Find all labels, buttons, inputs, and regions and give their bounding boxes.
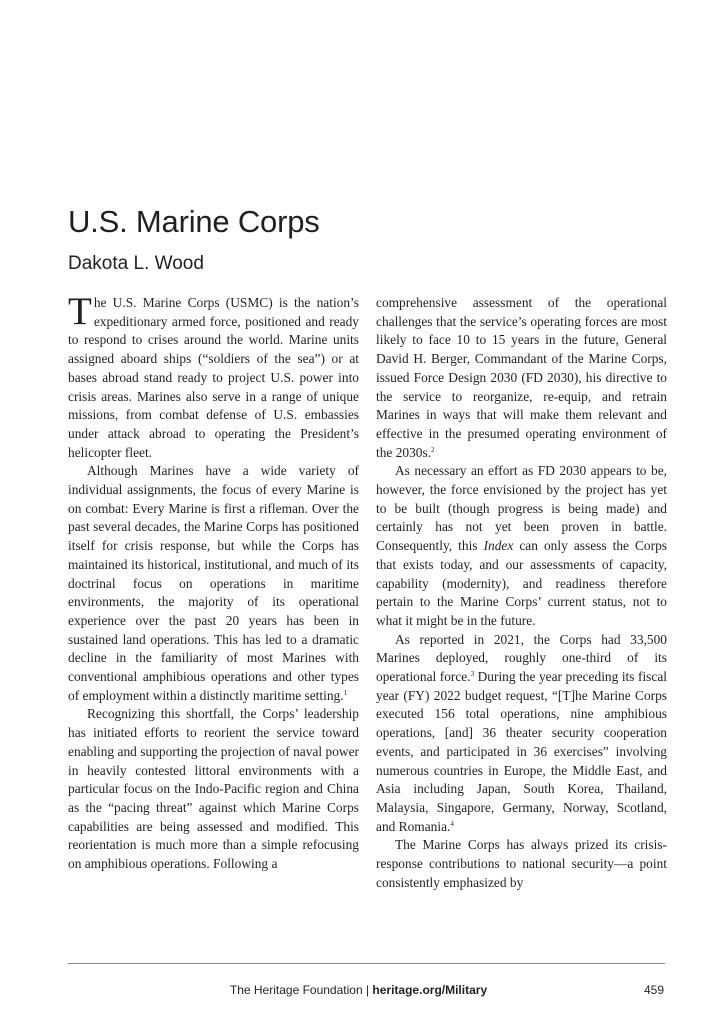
author-name: Dakota L. Wood bbox=[68, 253, 204, 274]
paragraph bbox=[376, 294, 667, 462]
footnote-ref[interactable]: 3 bbox=[470, 670, 475, 679]
paragraph bbox=[68, 290, 359, 462]
paragraph bbox=[376, 462, 667, 630]
footer-separator: | bbox=[362, 983, 373, 997]
paragraph bbox=[68, 705, 359, 873]
paragraph-text: The Marine Corps has always prized its crisis-response contributions to national security—a point consistently emphasized by bbox=[376, 837, 667, 890]
footer-org: The Heritage Foundation bbox=[229, 983, 363, 997]
paragraph-text: comprehensive assessment of the operational challenges that the service’s operating forces are most likely to face 10 to 15 years in the future, General David H. Berger, Commandant of the Marine Corps, issued Force Design 2030 (FD 2030), his directive to the service to reorganize, re-equip, and retrain Marines in ways that will make them relevant and effective in the presumed operating environment of the 2030s. bbox=[376, 295, 667, 460]
footer-credit bbox=[0, 983, 717, 997]
footer-url-link[interactable]: heritage.org/Military bbox=[372, 983, 488, 997]
page-number: 459 bbox=[644, 983, 665, 997]
footnote-ref[interactable]: 4 bbox=[450, 819, 454, 828]
paragraph bbox=[376, 836, 667, 892]
paragraph-text: Although Marines have a wide variety of individual assignments, the focus of every Marine is on combat: Every Marine is first a rifleman. Over the past several decades, the Marine Corps has positioned itself for crisis response, but while the Corps has maintained its historical, institutional, and much of its doctrinal focus on operations in maritime environments, the majority of its operational experience over the past 20 years has been in sustained land operations. This has led to a dramatic decline in the familiarity of most Marines with conventional amphibious operations and other types of employment within a distinctly maritime setting. bbox=[68, 463, 359, 703]
paragraph bbox=[376, 631, 667, 837]
page-title: U.S. Marine Corps bbox=[68, 204, 320, 239]
paragraph-text: can only assess the Corps that exists today, and our assessments of capacity, capability (modernity), and readiness therefore pertain to the Marine Corps’ current status, not to what it might be in the future. bbox=[376, 538, 667, 628]
footnote-ref[interactable]: 1 bbox=[343, 688, 348, 697]
paragraph-text: As reported in 2021, the Corps had 33,500 Marines deployed, roughly one-third of its operational force. bbox=[376, 631, 667, 685]
paragraph-text: he U.S. Marine Corps (USMC) is the nation’s expeditionary armed force, positioned and ready to respond to crises around the world. Marine units assigned aboard ships (“soldiers of the sea”) or at bases abroad stand ready to project U.S. power into crisis areas. Marines also serve in a range of unique missions, from combat defense of U.S. embassies under attack abroad to operating the President’s helicopter fleet. bbox=[68, 295, 359, 460]
footnote-ref[interactable]: 2 bbox=[431, 445, 435, 454]
paragraph-text: As necessary an effort as FD 2030 appears to be, however, the force envisioned by the project has yet to be built (though progress is being made) and certainly has not yet been proven in battle. Consequently, this bbox=[376, 463, 667, 554]
italic-term: Index bbox=[483, 538, 514, 554]
drop-cap: T bbox=[68, 290, 92, 333]
footer-divider bbox=[68, 963, 665, 964]
paragraph bbox=[68, 462, 359, 705]
text-column-left bbox=[68, 290, 359, 874]
paragraph-text: During the year preceding its fiscal year (FY) 2022 budget request, “[T]he Marine Corps executed 156 total operations, nine amphibious operations, [and] 36 theater security cooperation events, and participated in 36 exercises” involving numerous countries in Europe, the Middle East, and Asia including Japan, South Korea, Thailand, Malaysia, Singapore, Germany, Norway, Scotland, and Romania. bbox=[376, 669, 667, 834]
paragraph-text: Recognizing this shortfall, the Corps’ leadership has initiated efforts to reorient the service toward enabling and supporting the projection of naval power in heavily contested littoral environments with a particular focus on the Indo-Pacific region and China as the “pacing threat” against which Marine Corps capabilities are being assessed and modified. This reorientation is much more than a simple refocusing on amphibious operations. Following a bbox=[68, 706, 359, 872]
text-column-right bbox=[376, 294, 667, 893]
